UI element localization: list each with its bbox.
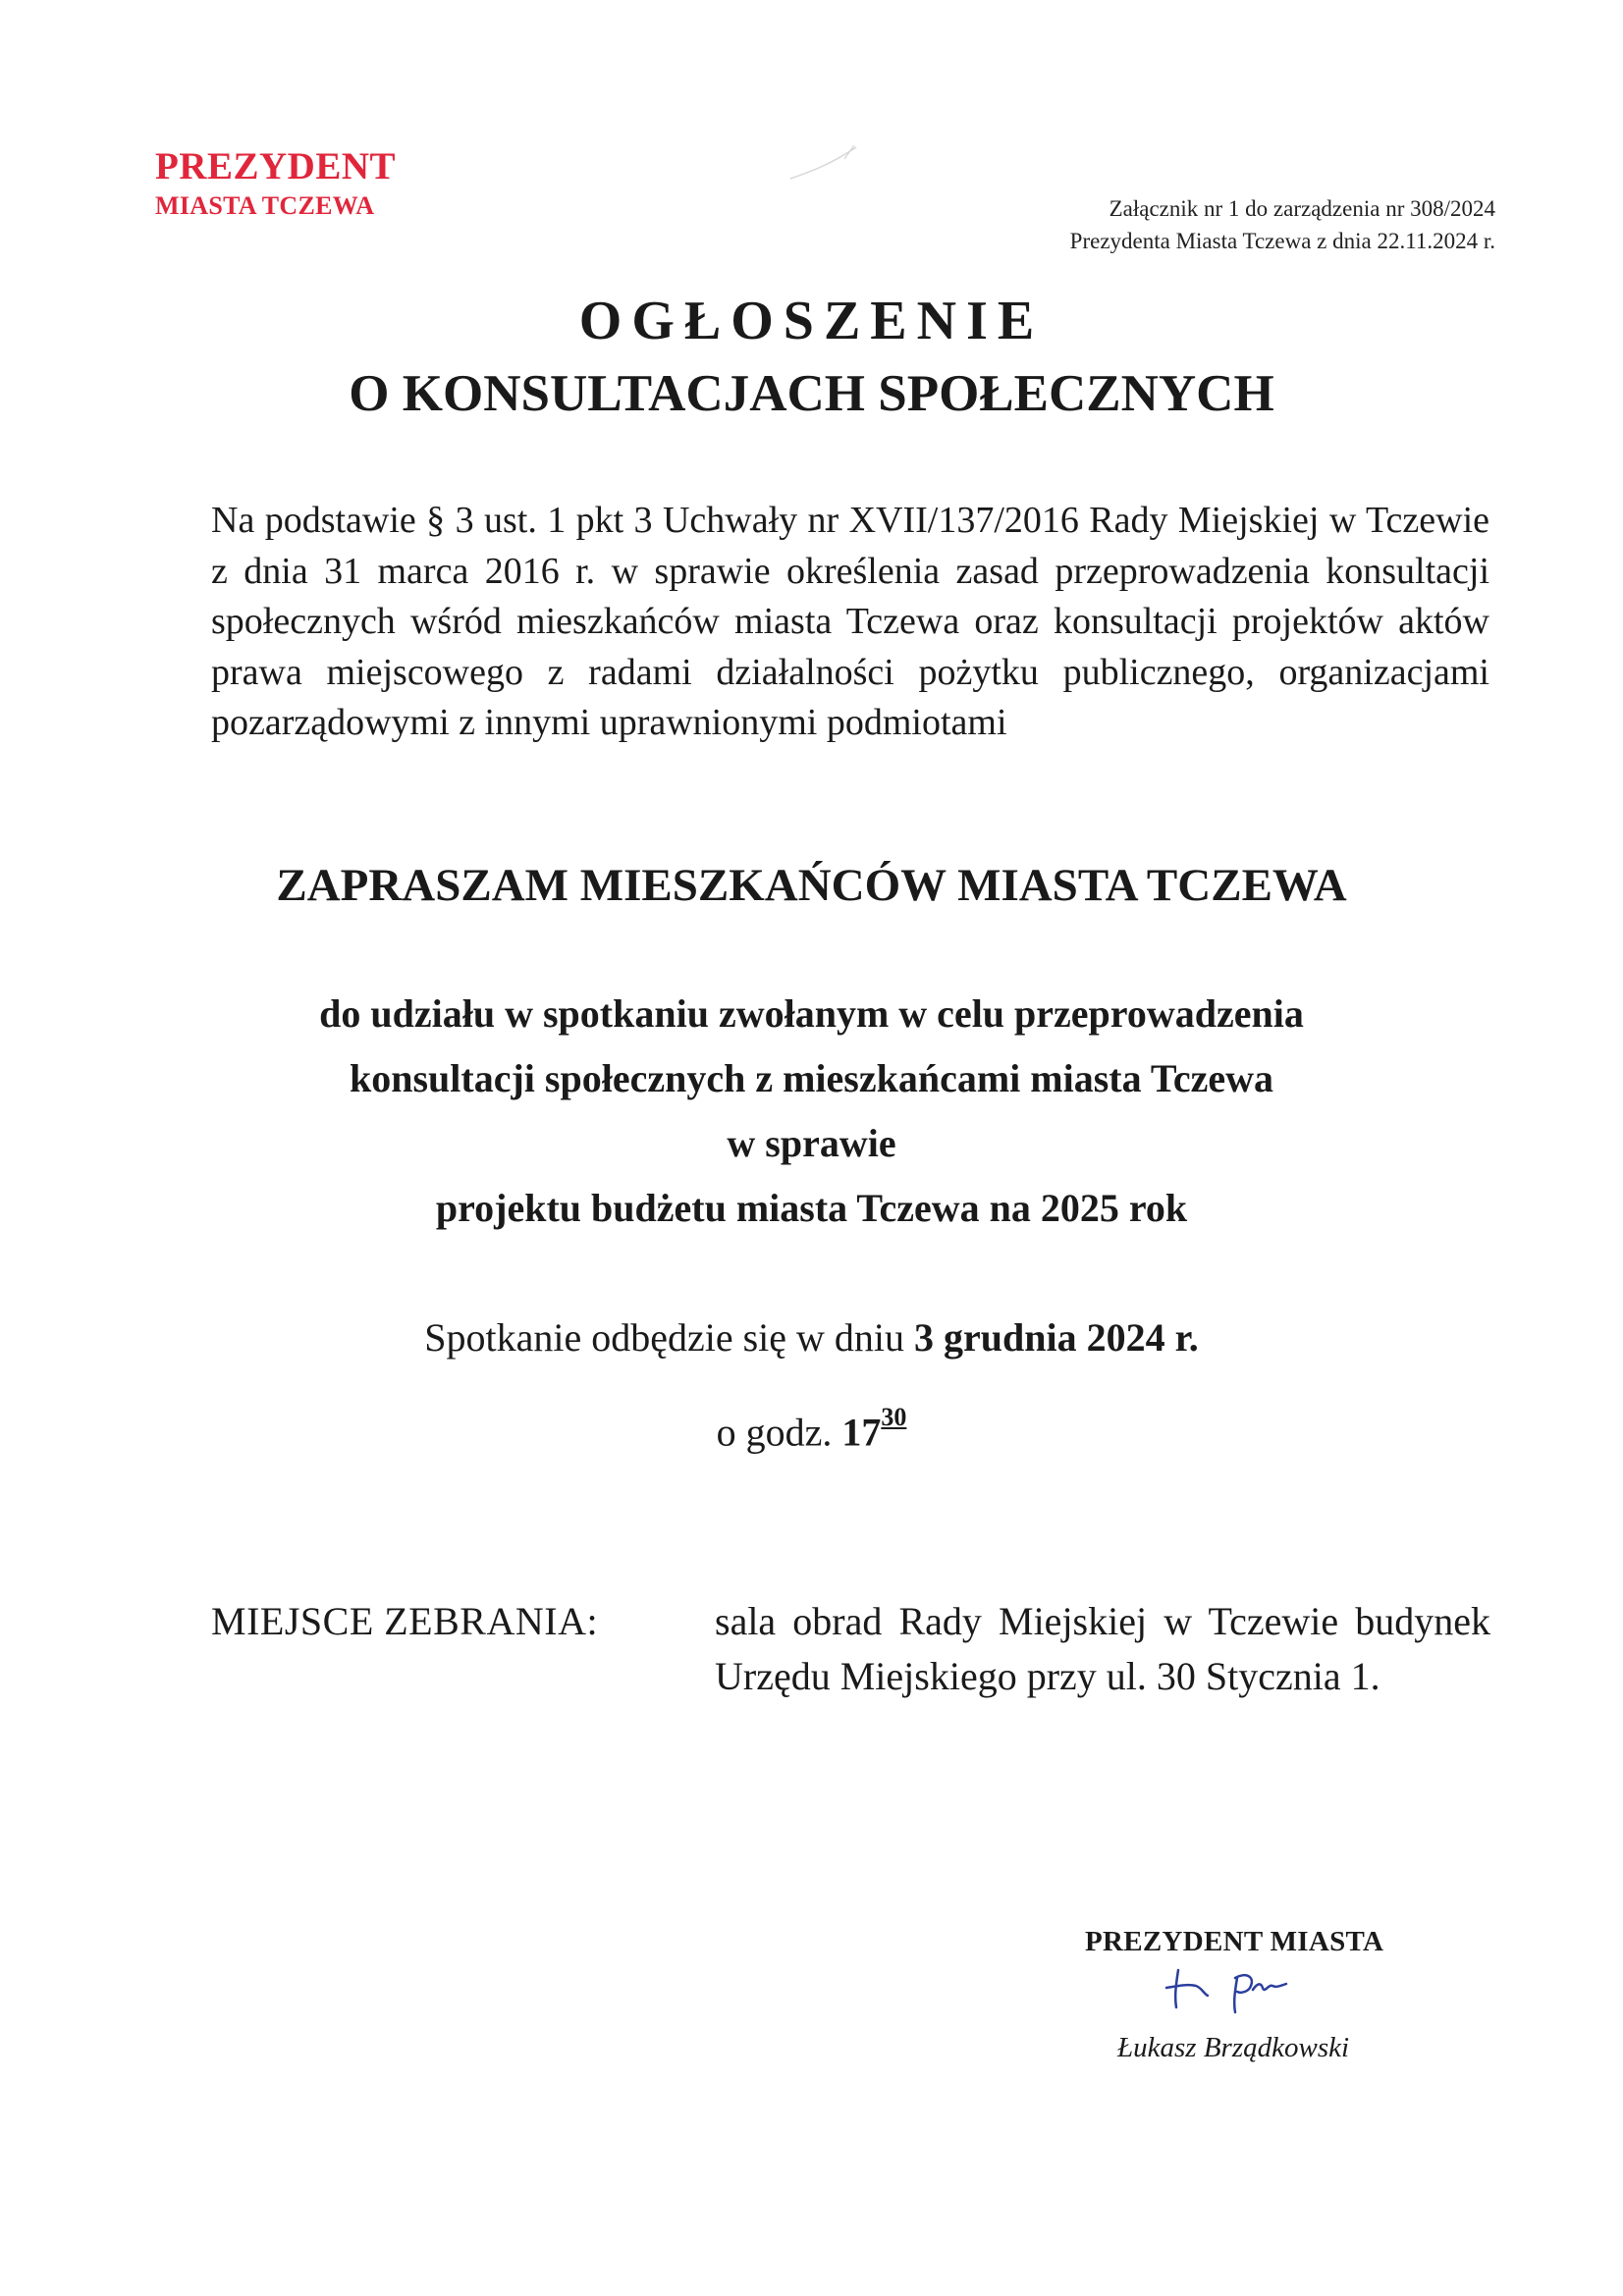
place-address xyxy=(715,1594,1490,1704)
meeting-date-value: 3 grudnia 2024 r. xyxy=(914,1315,1199,1360)
stamp-title: PREZYDENT xyxy=(155,145,397,187)
attachment-line-1: Załącznik nr 1 do zarządzenia nr 308/2024 xyxy=(1109,196,1495,221)
handwritten-mark xyxy=(785,137,864,187)
purpose-line-1: do udziału w spotkaniu zwołanym w celu przeprowadzenia xyxy=(319,991,1304,1036)
announcement-title: OGŁOSZENIE xyxy=(578,291,1045,351)
invitation-heading: ZAPRASZAM MIESZKAŃCÓW MIASTA TCZEWA xyxy=(276,860,1347,911)
meeting-date-prefix: Spotkanie odbędzie się w dniu xyxy=(424,1315,915,1360)
legal-basis-text: Na podstawie § 3 ust. 1 pkt 3 Uchwały nr XVII/137/2016 Rady Miejskiej w Tczewie z dnia 31 marca 2016 r. w sprawie określenia zasad przeprowadzenia konsultacji społecznych wśród mieszkańców miasta Tczewa oraz konsultacji projektów aktów prawa miejscowego z radami działalności pożytku publicznego, organizacjami pozarządowymi z innymi uprawnionymi podmiotami xyxy=(211,500,1489,743)
meeting-date xyxy=(0,1311,1623,1364)
purpose-line-3: w sprawie xyxy=(727,1121,896,1165)
meeting-time-prefix: o godz. xyxy=(716,1410,842,1455)
purpose-line-4: projektu budżetu miasta Tczewa na 2025 rok xyxy=(435,1186,1188,1230)
stamp-city: MIASTA TCZEWA xyxy=(155,191,375,220)
meeting-hour: 17 xyxy=(841,1410,882,1455)
purpose-line-2: konsultacji społecznych z mieszkańcami miasta Tczewa xyxy=(349,1056,1274,1100)
handwritten-signature xyxy=(1159,1958,1316,2017)
meeting-minutes: 30 xyxy=(881,1403,907,1431)
legal-basis-paragraph xyxy=(211,496,1489,749)
attachment-line-2: Prezydenta Miasta Tczewa z dnia 22.11.2024 r. xyxy=(1069,229,1495,253)
place-label: MIEJSCE ZEBRANIA: xyxy=(211,1599,599,1643)
signatory-name: Łukasz Brządkowski xyxy=(1117,2032,1350,2063)
signatory-title: PREZYDENT MIASTA xyxy=(1085,1926,1384,1957)
meeting-purpose xyxy=(0,982,1623,1241)
announcement-subtitle: O KONSULTACJACH SPOŁECZNYCH xyxy=(349,365,1274,422)
president-stamp xyxy=(155,145,450,224)
place-address-text: sala obrad Rady Miejskiej w Tczewie budynek Urzędu Miejskiego przy ul. 30 Stycznia 1. xyxy=(715,1599,1490,1698)
meeting-time xyxy=(0,1394,1623,1462)
attachment-note xyxy=(1070,192,1495,257)
